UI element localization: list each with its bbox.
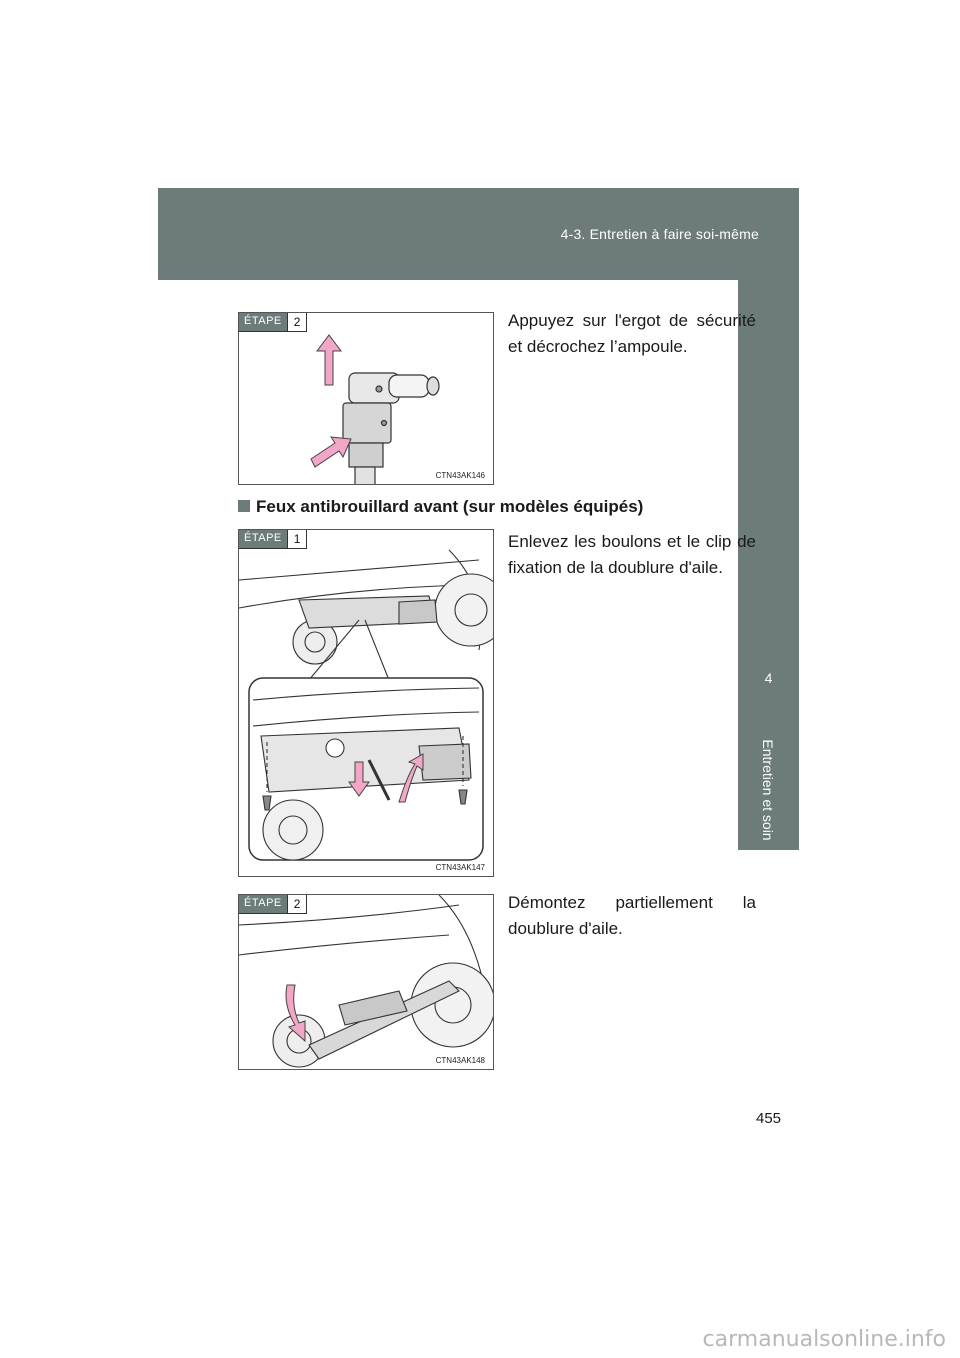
section-heading-text: Feux antibrouillard avant (sur modèles équipés) (256, 497, 644, 516)
figure-code: CTN43AK146 (435, 471, 485, 480)
footer-watermark: carmanualsonline.info (702, 1327, 946, 1352)
step-badge-word: ÉTAPE (239, 530, 287, 548)
figure-code: CTN43AK148 (435, 1056, 485, 1065)
section-title: 4-3. Entretien à faire soi-même (560, 226, 759, 242)
step-badge (239, 313, 307, 332)
figure-remove-bolts (238, 529, 494, 877)
chapter-number: 4 (764, 670, 773, 686)
step-badge (239, 530, 307, 549)
section-heading (238, 497, 643, 517)
step-badge-word: ÉTAPE (239, 895, 287, 913)
step-badge-number: 2 (287, 895, 307, 913)
chapter-header-band (158, 188, 799, 280)
figure-remove-liner (238, 894, 494, 1070)
figure-bulb-removal (238, 312, 494, 485)
step-instruction: Appuyez sur l'ergot de sécurité et décrochez l’ampoule. (508, 311, 756, 356)
step-instruction: Démontez partiellement la doublure d'aile. (508, 893, 756, 938)
fender-liner-bolts-illustration (239, 530, 494, 877)
bulb-illustration (239, 313, 494, 485)
fender-liner-pull-illustration (239, 895, 494, 1070)
step-badge-word: ÉTAPE (239, 313, 287, 331)
step-badge-number: 1 (287, 530, 307, 548)
chapter-label: Entretien et soin (760, 739, 776, 841)
step-badge-number: 2 (287, 313, 307, 331)
page-number: 455 (755, 1110, 782, 1127)
bullet-square-icon (238, 500, 250, 512)
figure-code: CTN43AK147 (435, 863, 485, 872)
step-instruction: Enlevez les boulons et le clip de fixation de la doublure d'aile. (508, 532, 756, 577)
step-badge (239, 895, 307, 914)
